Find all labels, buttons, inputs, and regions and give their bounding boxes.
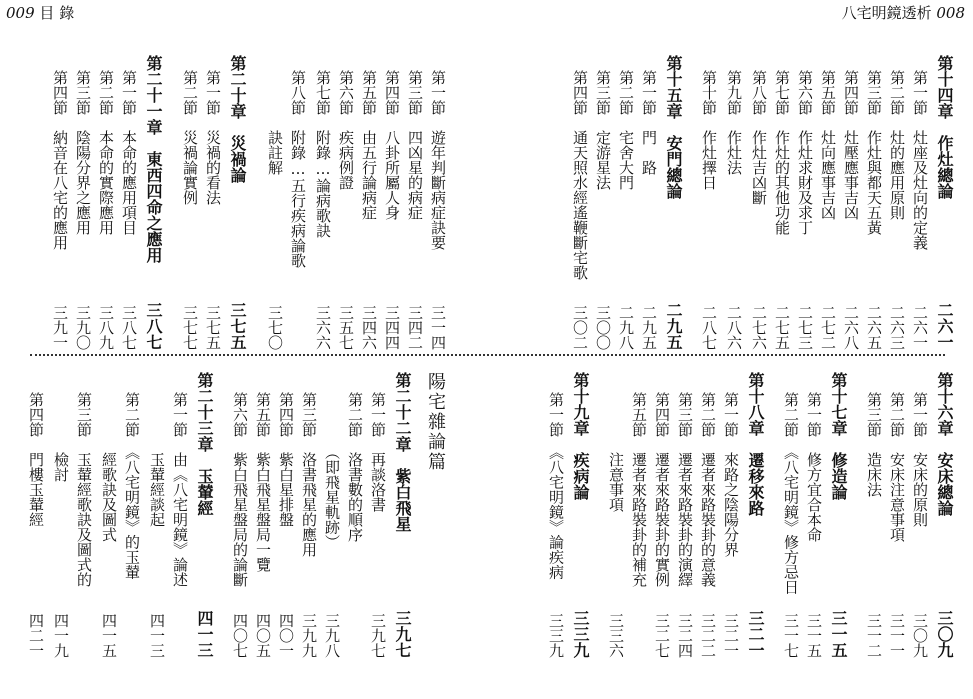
toc-entry: [751, 70, 766, 350]
entry-title: 第七節 附錄…論病歌訣: [314, 70, 332, 238]
entry-page: 二七三: [796, 305, 814, 350]
toc-entry: [232, 392, 247, 658]
toc-chapter: [230, 55, 245, 350]
entry-page: 四一三: [148, 613, 166, 658]
toc-entry: [315, 70, 330, 350]
toc-entry: [101, 392, 116, 658]
toc-entry: [338, 70, 353, 350]
entry-title: （即飛星軌跡）: [323, 392, 341, 550]
entry-page: 三八七: [120, 305, 138, 350]
toc-entry: [783, 392, 798, 658]
entry-title: 第二節 《八宅明鏡》修方忌日: [782, 392, 800, 595]
chapter-title: 第十四章 作灶總論: [935, 55, 954, 199]
entry-page: 二八七: [700, 305, 718, 350]
toc-entry: [301, 392, 316, 658]
left-page-title: 目 錄: [39, 4, 75, 22]
toc-entry: [548, 392, 563, 658]
entry-page: 三二二: [699, 613, 717, 658]
entry-page: 四二一: [27, 613, 45, 658]
toc-entry: [267, 70, 282, 350]
entry-page: 三二四: [676, 613, 694, 658]
entry-page: 三〇二: [571, 305, 589, 350]
entry-title: 第八節 作灶吉凶斷: [750, 70, 768, 205]
entry-title: 第二節 灶的應用原則: [888, 70, 906, 220]
entry-page: 三九九: [300, 613, 318, 658]
entry-page: 三一二: [865, 613, 883, 658]
toc-entry: [324, 392, 339, 658]
entry-page: 三九七: [369, 613, 387, 658]
entry-page: 三五七: [337, 305, 355, 350]
right-page-header: [842, 2, 965, 23]
entry-title: 第三節 陰陽分界之應用: [74, 70, 92, 235]
entry-title: 第六節 紫白飛星盤局的論斷: [231, 392, 249, 587]
toc-entry: [774, 70, 789, 350]
toc-chapter: [146, 55, 161, 350]
entry-page: 二六八: [842, 305, 860, 350]
entry-page: 三六六: [314, 305, 332, 350]
entry-page: 三一一: [888, 613, 906, 658]
entry-page: 三七五: [204, 305, 222, 350]
chapter-title: 第十八章 遷移來路: [746, 372, 765, 516]
toc-entry: [641, 70, 656, 350]
entry-page: 三一五: [805, 613, 823, 658]
toc-entry: [205, 70, 220, 350]
entry-title: 第二節 宅舍大門: [617, 70, 635, 190]
toc-entry: [430, 70, 445, 350]
toc-entry: [608, 392, 623, 658]
entry-title: 檢討: [52, 392, 70, 482]
toc-chapter: [831, 372, 846, 658]
chapter-title: 第二十章 災禍論: [228, 55, 247, 183]
entry-page: 三三六: [607, 613, 625, 658]
entry-title: 第四節 門樓玉輦經: [27, 392, 45, 527]
entry-title: 第八節 附錄…五行疾病論歌: [289, 70, 307, 268]
toc-entry: [255, 392, 270, 658]
toc-entry: [278, 392, 293, 658]
entry-title: 第七節 作灶的其他功能: [773, 70, 791, 235]
section-divider: [30, 354, 945, 356]
entry-page: 二六一: [935, 302, 954, 350]
entry-title: 第十節 作灶擇日: [700, 70, 718, 190]
chapter-title: 第二十一章 東西四命之應用: [144, 55, 163, 263]
entry-title: 第一節 災禍的看法: [204, 70, 222, 205]
entry-title: 第一節 安床的原則: [911, 392, 929, 527]
toc-part-heading: [425, 372, 446, 522]
entry-page: 四〇五: [254, 613, 272, 658]
chapter-title: 第十七章 修造論: [829, 372, 848, 500]
entry-title: 第一節 門 路: [640, 70, 658, 175]
entry-title: 第四節 納音在八宅的應用: [51, 70, 69, 250]
entry-title: 第五節 遷者來路裝卦的補充: [630, 392, 648, 587]
entry-title: 經歌訣及圖式: [100, 392, 118, 542]
toc-entry: [52, 70, 67, 350]
entry-title: 第二節 安床注意事項: [888, 392, 906, 542]
toc-entry: [53, 392, 68, 658]
entry-title: 第二節 《八宅明鏡》的玉輦: [123, 392, 141, 580]
toc-entry: [407, 70, 422, 350]
entry-title: 第一節 遊年判斷病症訣要: [429, 70, 447, 250]
entry-page: 三二一: [722, 613, 740, 658]
entry-page: 二六一: [911, 305, 929, 350]
entry-page: 三八七: [144, 302, 163, 350]
left-page-header: [6, 2, 74, 23]
toc-entry: [618, 70, 633, 350]
part-title: 陽宅雜論篇: [425, 372, 446, 472]
toc-entry: [75, 70, 90, 350]
entry-title: 第二節 洛書數的順序: [346, 392, 364, 542]
right-page-title: 八宅明鏡透析: [841, 4, 932, 22]
entry-page: 三一七: [782, 613, 800, 658]
entry-page: 二七五: [773, 305, 791, 350]
toc-entry: [866, 70, 881, 350]
toc-entry: [912, 392, 927, 658]
toc-entry: [347, 392, 362, 658]
entry-title: 訣註解: [266, 70, 284, 175]
entry-title: 第三節 四凶星的病症: [406, 70, 424, 220]
entry-title: 第一節 本命的應用項目: [120, 70, 138, 235]
toc-entry: [631, 392, 646, 658]
toc-entry: [820, 70, 835, 350]
entry-title: 第三節 洛書飛星的應用: [300, 392, 318, 557]
entry-page: 四〇七: [231, 613, 249, 658]
entry-title: 第六節 作灶求財及求丁: [796, 70, 814, 235]
entry-page: 二六三: [888, 305, 906, 350]
entry-page: 三四六: [360, 305, 378, 350]
toc-entry: [290, 70, 305, 350]
entry-page: 三四二: [406, 305, 424, 350]
entry-title: 第二節 遷者來路裝卦的意義: [699, 392, 717, 587]
entry-page: 二六五: [865, 305, 883, 350]
entry-title: 第六節 疾病例證: [337, 70, 355, 190]
toc-chapter: [937, 55, 952, 350]
entry-page: 二七二: [819, 305, 837, 350]
toc-chapter: [748, 372, 763, 658]
entry-title: 第四節 紫白星排盤: [277, 392, 295, 527]
entry-title: 第三節 遷者來路裝卦的演繹: [676, 392, 694, 587]
toc-chapter: [573, 372, 588, 658]
entry-title: 第四節 遷者來路裝卦的實例: [653, 392, 671, 587]
toc-entry: [889, 70, 904, 350]
toc-chapter: [666, 55, 681, 350]
entry-page: 三八九: [97, 305, 115, 350]
entry-title: 第四節 通天照水經遙鞭斷宅歌: [571, 70, 589, 280]
entry-page: 三七〇: [266, 305, 284, 350]
entry-page: 三〇九: [935, 610, 954, 658]
entry-page: 二九五: [664, 302, 683, 350]
toc-entry: [172, 392, 187, 658]
entry-page: 三九七: [393, 610, 412, 658]
entry-page: 二九八: [617, 305, 635, 350]
entry-page: 三三九: [571, 610, 590, 658]
chapter-title: 第十九章 疾病論: [571, 372, 590, 500]
toc-entry: [572, 70, 587, 350]
entry-page: 三二七: [653, 613, 671, 658]
entry-title: 第一節 《八宅明鏡》論疾病: [547, 392, 565, 580]
entry-title: 第五節 紫白飛星盤局一覽: [254, 392, 272, 572]
entry-title: 第一節 由《八宅明鏡》論述: [171, 392, 189, 587]
entry-page: 四一三: [195, 610, 214, 658]
entry-page: 三九一: [51, 305, 69, 350]
chapter-title: 第十六章 安床總論: [935, 372, 954, 516]
entry-title: 第五節 由五行論病症: [360, 70, 378, 220]
chapter-title: 第二十三章 玉輦經: [195, 372, 214, 516]
entry-title: 第一節 灶座及灶向的定義: [911, 70, 929, 250]
toc-chapter: [395, 372, 410, 658]
toc-entry: [677, 392, 692, 658]
entry-page: 三三九: [547, 613, 565, 658]
toc-entry: [843, 70, 858, 350]
toc-entry: [98, 70, 113, 350]
toc-entry: [124, 392, 139, 658]
toc-entry: [912, 70, 927, 350]
entry-page: 三〇〇: [594, 305, 612, 350]
toc-chapter: [197, 372, 212, 658]
left-page-number: 009: [6, 4, 35, 22]
toc-entry: [121, 70, 136, 350]
entry-page: 三九八: [323, 613, 341, 658]
toc-chapter: [937, 372, 952, 658]
entry-page: 三二一: [746, 610, 765, 658]
chapter-title: 第二十二章 紫白飛星: [393, 372, 412, 532]
toc-entry: [700, 392, 715, 658]
entry-title: 第二節 災禍論實例: [181, 70, 199, 205]
toc-entry: [28, 392, 43, 658]
toc-entry: [723, 392, 738, 658]
entry-title: 第三節 作灶與都天五黃: [865, 70, 883, 235]
entry-title: 第五節 灶向應事吉凶: [819, 70, 837, 220]
entry-title: 第三節 玉輦經歌訣及圖式的: [75, 392, 93, 587]
entry-page: 二九五: [640, 305, 658, 350]
entry-title: 第三節 定游星法: [594, 70, 612, 190]
toc-entry: [149, 392, 164, 658]
toc-entry: [806, 392, 821, 658]
entry-page: 四一五: [100, 613, 118, 658]
toc-entry: [182, 70, 197, 350]
entry-title: 第一節 來路之陰陽分界: [722, 392, 740, 557]
toc-entry: [370, 392, 385, 658]
entry-title: 玉輦經談起: [148, 392, 166, 527]
entry-title: 注意事項: [607, 392, 625, 512]
toc-entry: [701, 70, 716, 350]
entry-page: 三一五: [829, 610, 848, 658]
right-page-number: 008: [936, 4, 965, 22]
toc-entry: [726, 70, 741, 350]
entry-page: 三七五: [228, 302, 247, 350]
toc-entry: [76, 392, 91, 658]
entry-page: 二八六: [725, 305, 743, 350]
entry-title: 第一節 再談洛書: [369, 392, 387, 512]
toc-entry: [889, 392, 904, 658]
entry-title: 第四節 八卦所屬人身: [383, 70, 401, 220]
entry-page: 三〇九: [911, 613, 929, 658]
toc-entry: [384, 70, 399, 350]
entry-title: 第九節 作灶法: [725, 70, 743, 175]
toc-entry: [361, 70, 376, 350]
entry-title: 第二節 本命的實際應用: [97, 70, 115, 235]
toc-entry: [866, 392, 881, 658]
chapter-title: 第十五章 安門總論: [664, 55, 683, 199]
toc-entry: [797, 70, 812, 350]
entry-title: 第一節 修方宜合本命: [805, 392, 823, 542]
entry-page: 三七七: [181, 305, 199, 350]
entry-title: 第三節 造床法: [865, 392, 883, 497]
toc-entry: [595, 70, 610, 350]
entry-page: 三九〇: [74, 305, 92, 350]
entry-page: 三四四: [383, 305, 401, 350]
entry-page: 四一九: [52, 613, 70, 658]
entry-page: 三一四: [429, 305, 447, 350]
entry-title: 第四節 灶壓應事吉凶: [842, 70, 860, 220]
entry-page: 二七六: [750, 305, 768, 350]
toc-entry: [654, 392, 669, 658]
entry-page: 四〇一: [277, 613, 295, 658]
